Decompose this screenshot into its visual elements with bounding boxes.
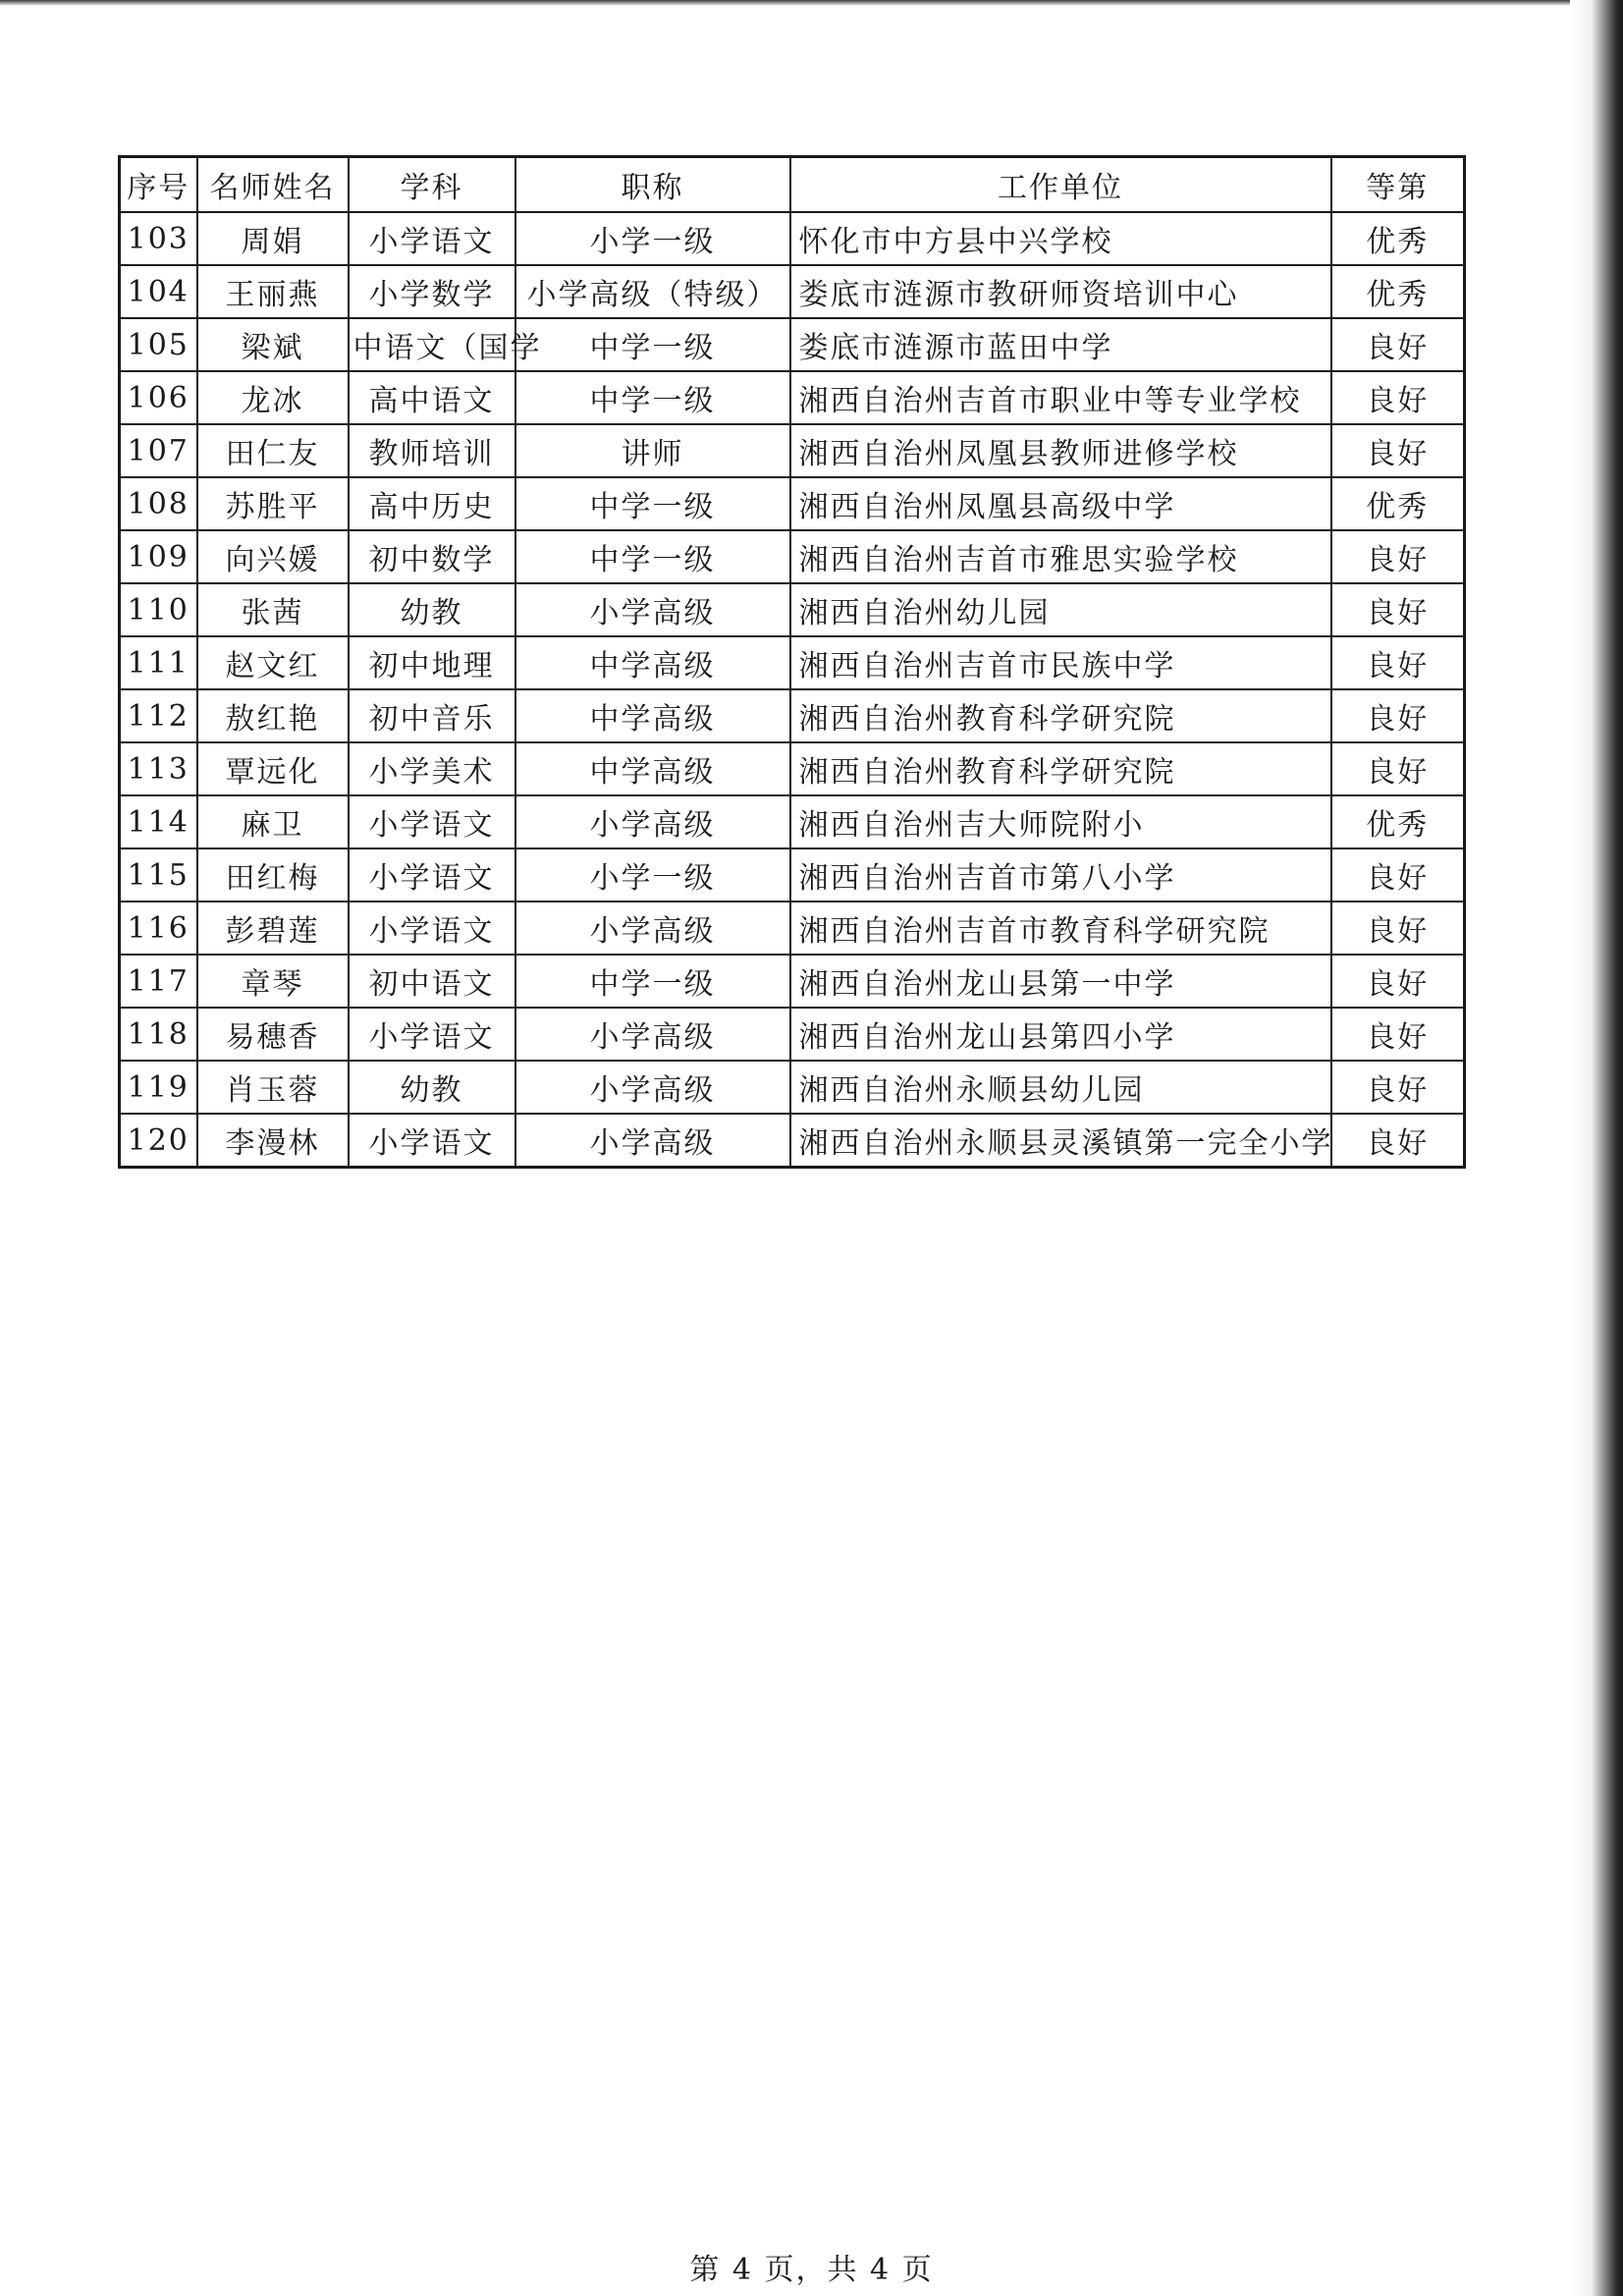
cell-unit: 湘西自治州吉首市教育科学研究院 — [790, 902, 1331, 955]
cell-subject: 高中语文 — [349, 371, 515, 424]
cell-grade: 良好 — [1331, 636, 1465, 689]
cell-name: 李漫林 — [197, 1114, 349, 1168]
cell-unit: 湘西自治州永顺县灵溪镇第一完全小学 — [790, 1114, 1331, 1168]
cell-name: 赵文红 — [197, 636, 349, 689]
cell-seq: 110 — [120, 583, 197, 636]
header-title: 职称 — [515, 157, 790, 213]
cell-grade: 良好 — [1331, 318, 1465, 371]
cell-title: 中学一级 — [515, 371, 790, 424]
cell-title: 中学一级 — [515, 530, 790, 583]
cell-seq: 113 — [120, 742, 197, 795]
cell-grade: 良好 — [1331, 1061, 1465, 1114]
cell-title: 小学高级 — [515, 795, 790, 848]
table-row — [120, 318, 1465, 371]
cell-name: 章琴 — [197, 955, 349, 1008]
cell-unit: 湘西自治州龙山县第一中学 — [790, 955, 1331, 1008]
cell-subject: 小学语文 — [349, 1008, 515, 1061]
cell-title: 中学一级 — [515, 955, 790, 1008]
table-row — [120, 583, 1465, 636]
cell-title: 中学高级 — [515, 689, 790, 742]
cell-name: 苏胜平 — [197, 477, 349, 530]
cell-unit: 湘西自治州凤凰县教师进修学校 — [790, 424, 1331, 477]
cell-subject: 初中音乐 — [349, 689, 515, 742]
cell-subject: 小学语文 — [349, 902, 515, 955]
header-row — [120, 157, 1465, 213]
table-body — [120, 212, 1465, 1168]
cell-subject: 小学数学 — [349, 265, 515, 318]
table-row — [120, 1114, 1465, 1168]
cell-name: 王丽燕 — [197, 265, 349, 318]
cell-seq: 118 — [120, 1008, 197, 1061]
cell-seq: 109 — [120, 530, 197, 583]
cell-title: 讲师 — [515, 424, 790, 477]
cell-title: 中学一级 — [515, 477, 790, 530]
cell-grade: 良好 — [1331, 902, 1465, 955]
table-row — [120, 1061, 1465, 1114]
header-unit: 工作单位 — [790, 157, 1331, 213]
cell-subject: 小学语文 — [349, 212, 515, 265]
cell-unit: 怀化市中方县中兴学校 — [790, 212, 1331, 265]
cell-unit: 湘西自治州凤凰县高级中学 — [790, 477, 1331, 530]
cell-name: 覃远化 — [197, 742, 349, 795]
cell-unit: 湘西自治州教育科学研究院 — [790, 742, 1331, 795]
cell-subject: 幼教 — [349, 583, 515, 636]
cell-title: 中学一级 — [515, 318, 790, 371]
cell-subject: 小学语文 — [349, 795, 515, 848]
table-row — [120, 477, 1465, 530]
cell-seq: 115 — [120, 848, 197, 902]
cell-grade: 良好 — [1331, 1114, 1465, 1168]
cell-grade: 良好 — [1331, 530, 1465, 583]
cell-name: 周娟 — [197, 212, 349, 265]
table-row — [120, 689, 1465, 742]
cell-name: 梁斌 — [197, 318, 349, 371]
cell-subject: 教师培训 — [349, 424, 515, 477]
cell-title: 小学高级（特级） — [515, 265, 790, 318]
cell-unit: 湘西自治州吉首市职业中等专业学校 — [790, 371, 1331, 424]
cell-name: 张茜 — [197, 583, 349, 636]
page-number: 第 4 页，共 4 页 — [689, 2253, 934, 2287]
cell-subject: 幼教 — [349, 1061, 515, 1114]
cell-seq: 105 — [120, 318, 197, 371]
cell-title: 小学高级 — [515, 1008, 790, 1061]
cell-seq: 103 — [120, 212, 197, 265]
cell-grade: 良好 — [1331, 689, 1465, 742]
cell-title: 小学一级 — [515, 848, 790, 902]
cell-grade: 良好 — [1331, 848, 1465, 902]
cell-grade: 良好 — [1331, 371, 1465, 424]
cell-unit: 湘西自治州幼儿园 — [790, 583, 1331, 636]
cell-name: 龙冰 — [197, 371, 349, 424]
cell-seq: 108 — [120, 477, 197, 530]
cell-unit: 湘西自治州吉首市民族中学 — [790, 636, 1331, 689]
table-row — [120, 1008, 1465, 1061]
cell-seq: 107 — [120, 424, 197, 477]
cell-subject: 初中数学 — [349, 530, 515, 583]
cell-name: 田红梅 — [197, 848, 349, 902]
cell-subject: 小学美术 — [349, 742, 515, 795]
table-row — [120, 212, 1465, 265]
cell-grade: 优秀 — [1331, 477, 1465, 530]
cell-unit: 湘西自治州教育科学研究院 — [790, 689, 1331, 742]
cell-subject: 初中地理 — [349, 636, 515, 689]
cell-unit: 湘西自治州龙山县第四小学 — [790, 1008, 1331, 1061]
header-seq: 序号 — [120, 157, 197, 213]
cell-title: 小学一级 — [515, 212, 790, 265]
cell-unit: 娄底市涟源市教研师资培训中心 — [790, 265, 1331, 318]
table-row — [120, 902, 1465, 955]
cell-grade: 优秀 — [1331, 212, 1465, 265]
cell-title: 中学高级 — [515, 636, 790, 689]
cell-name: 肖玉蓉 — [197, 1061, 349, 1114]
header-subject: 学科 — [349, 157, 515, 213]
cell-subject: 小学语文 — [349, 848, 515, 902]
teacher-roster-table — [118, 155, 1466, 1169]
cell-name: 敖红艳 — [197, 689, 349, 742]
cell-grade: 良好 — [1331, 742, 1465, 795]
cell-grade: 优秀 — [1331, 265, 1465, 318]
cell-title: 中学高级 — [515, 742, 790, 795]
table-row — [120, 795, 1465, 848]
cell-grade: 优秀 — [1331, 795, 1465, 848]
cell-title: 小学高级 — [515, 1114, 790, 1168]
scan-edge-top — [0, 0, 1623, 6]
table-row — [120, 371, 1465, 424]
cell-subject: 中语文（国学 — [349, 318, 515, 371]
table-container — [118, 155, 1463, 1169]
cell-seq: 119 — [120, 1061, 197, 1114]
cell-seq: 112 — [120, 689, 197, 742]
cell-grade: 良好 — [1331, 1008, 1465, 1061]
cell-subject: 小学语文 — [349, 1114, 515, 1168]
header-name: 名师姓名 — [197, 157, 349, 213]
cell-name: 田仁友 — [197, 424, 349, 477]
cell-title: 小学高级 — [515, 902, 790, 955]
cell-name: 易穗香 — [197, 1008, 349, 1061]
cell-unit: 娄底市涟源市蓝田中学 — [790, 318, 1331, 371]
scan-edge-right — [1570, 0, 1623, 2296]
cell-name: 彭碧莲 — [197, 902, 349, 955]
cell-seq: 111 — [120, 636, 197, 689]
cell-unit: 湘西自治州吉首市第八小学 — [790, 848, 1331, 902]
cell-title: 小学高级 — [515, 1061, 790, 1114]
cell-grade: 良好 — [1331, 583, 1465, 636]
cell-seq: 120 — [120, 1114, 197, 1168]
cell-subject: 初中语文 — [349, 955, 515, 1008]
cell-name: 向兴媛 — [197, 530, 349, 583]
cell-name: 麻卫 — [197, 795, 349, 848]
table-row — [120, 742, 1465, 795]
cell-grade: 良好 — [1331, 424, 1465, 477]
cell-seq: 104 — [120, 265, 197, 318]
cell-subject: 高中历史 — [349, 477, 515, 530]
cell-seq: 114 — [120, 795, 197, 848]
cell-unit: 湘西自治州吉大师院附小 — [790, 795, 1331, 848]
cell-seq: 106 — [120, 371, 197, 424]
table-row — [120, 265, 1465, 318]
table-row — [120, 955, 1465, 1008]
table-row — [120, 530, 1465, 583]
cell-grade: 良好 — [1331, 955, 1465, 1008]
cell-unit: 湘西自治州永顺县幼儿园 — [790, 1061, 1331, 1114]
cell-title: 小学高级 — [515, 583, 790, 636]
table-row — [120, 636, 1465, 689]
cell-seq: 117 — [120, 955, 197, 1008]
table-row — [120, 424, 1465, 477]
cell-seq: 116 — [120, 902, 197, 955]
cell-unit: 湘西自治州吉首市雅思实验学校 — [790, 530, 1331, 583]
table-row — [120, 848, 1465, 902]
header-grade: 等第 — [1331, 157, 1465, 213]
